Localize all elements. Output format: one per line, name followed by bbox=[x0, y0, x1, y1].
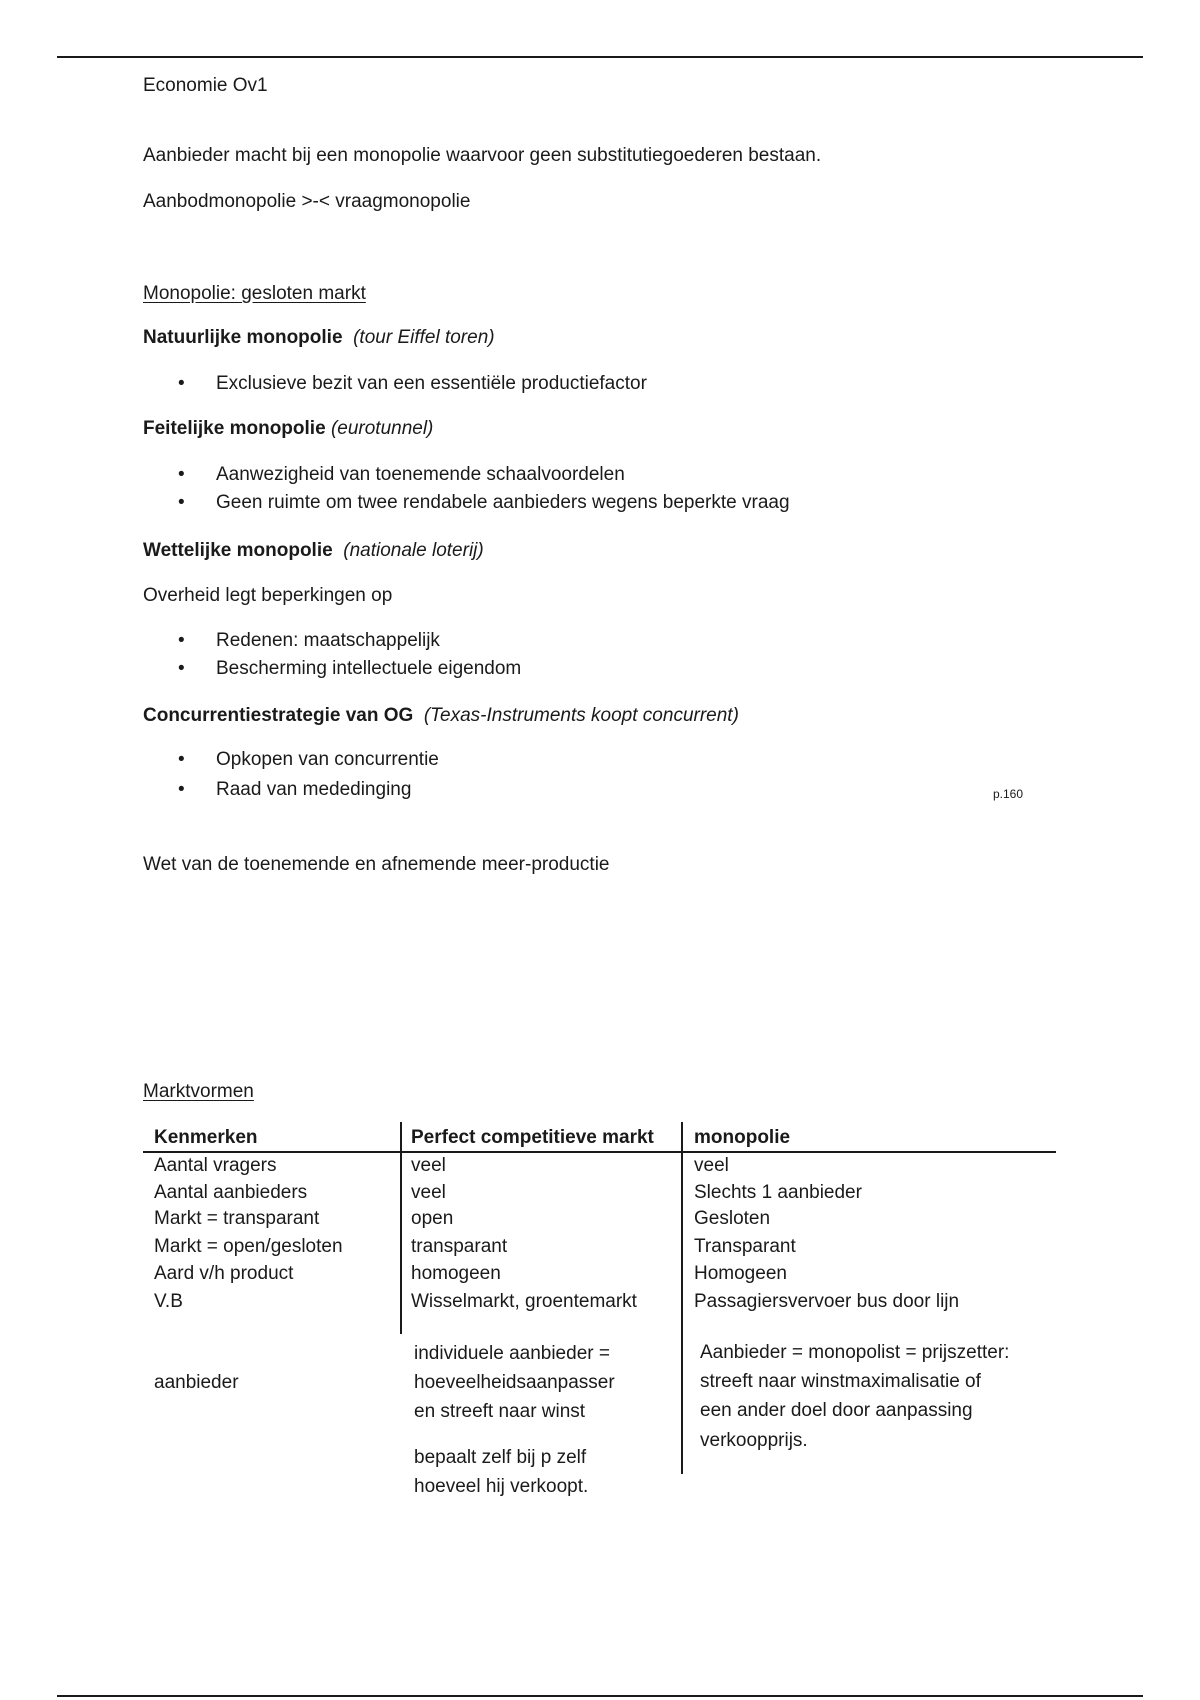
bottom-rule bbox=[57, 1695, 1143, 1697]
table-cell: Aantal vragers bbox=[154, 1155, 277, 1176]
wet-meer-productie: Wet van de toenemende en afnemende meer-productie bbox=[143, 854, 610, 875]
bullet-icon: • bbox=[178, 658, 185, 679]
page-reference: p.160 bbox=[993, 787, 1024, 801]
table-cell: Wisselmarkt, groentemarkt bbox=[411, 1291, 637, 1312]
perfect-aanbieder-line: individuele aanbieder = bbox=[414, 1343, 610, 1364]
table-cell: Passagiersvervoer bus door lijn bbox=[694, 1291, 960, 1312]
table-cell: V.B bbox=[154, 1291, 183, 1312]
feitelijke-example: (eurotunnel) bbox=[330, 418, 434, 439]
table-cell: open bbox=[411, 1208, 454, 1229]
header-perfect-competitief: Perfect competitieve markt bbox=[411, 1127, 654, 1148]
monopolie-aanbieder-line: Aanbieder = monopolist = prijszetter: bbox=[700, 1342, 1010, 1363]
natuurlijke-monopolie-line bbox=[143, 326, 495, 350]
table-cell: transparant bbox=[411, 1236, 508, 1257]
document-title: Economie Ov1 bbox=[143, 75, 268, 96]
wettelijke-text: Overheid legt beperkingen op bbox=[143, 585, 393, 606]
column-divider bbox=[681, 1122, 683, 1474]
monopolie-heading: Monopolie: gesloten markt bbox=[143, 283, 366, 304]
table-cell: Slechts 1 aanbieder bbox=[694, 1182, 862, 1203]
feitelijke-monopolie-line bbox=[143, 417, 433, 441]
natuurlijke-title: Natuurlijke monopolie bbox=[143, 327, 343, 348]
feitelijke-title: Feitelijke monopolie bbox=[143, 418, 326, 439]
table-cell: homogeen bbox=[411, 1263, 501, 1284]
header-monopolie: monopolie bbox=[694, 1127, 791, 1148]
table-cell: veel bbox=[411, 1155, 446, 1176]
table-cell: Aantal aanbieders bbox=[154, 1182, 308, 1203]
bullet-icon: • bbox=[178, 630, 185, 651]
marktvormen-heading: Marktvormen bbox=[143, 1081, 254, 1102]
bullet-icon: • bbox=[178, 492, 185, 513]
intro-line-2: Aanbodmonopolie >-< vraagmonopolie bbox=[143, 191, 471, 212]
table-cell: Aard v/h product bbox=[154, 1263, 294, 1284]
top-rule bbox=[57, 56, 1143, 58]
concurrentie-example: (Texas-Instruments koopt concurrent) bbox=[423, 705, 739, 726]
column-divider bbox=[400, 1122, 402, 1334]
monopolie-aanbieder-line: streeft naar winstmaximalisatie of bbox=[700, 1371, 981, 1392]
table-cell: Markt = open/gesloten bbox=[154, 1236, 343, 1257]
bullet-icon: • bbox=[178, 373, 185, 394]
header-kenmerken: Kenmerken bbox=[154, 1127, 258, 1148]
wettelijke-title: Wettelijke monopolie bbox=[143, 540, 333, 561]
table-cell: veel bbox=[411, 1182, 446, 1203]
table-cell: Transparant bbox=[694, 1236, 796, 1257]
bullet-icon: • bbox=[178, 749, 185, 770]
monopolie-aanbieder-line: een ander doel door aanpassing bbox=[700, 1400, 973, 1421]
concurrentie-title: Concurrentiestrategie van OG bbox=[143, 705, 414, 726]
marktvormen-table bbox=[143, 1122, 1056, 1502]
perfect-aanbieder-line: hoeveelheidsaanpasser bbox=[414, 1372, 615, 1393]
bullet-icon: • bbox=[178, 779, 185, 800]
aanbieder-label: aanbieder bbox=[154, 1372, 239, 1393]
perfect-aanbieder-line: bepaalt zelf bij p zelf bbox=[414, 1447, 587, 1468]
table-cell: Markt = transparant bbox=[154, 1208, 320, 1229]
concurrentie-line bbox=[143, 704, 739, 728]
wettelijke-example: (nationale loterij) bbox=[343, 540, 484, 561]
table-cell: veel bbox=[694, 1155, 729, 1176]
bullet-icon: • bbox=[178, 464, 185, 485]
header-rule bbox=[143, 1151, 1056, 1153]
natuurlijke-example: (tour Eiffel toren) bbox=[353, 327, 495, 348]
table-cell: Gesloten bbox=[694, 1208, 771, 1229]
perfect-aanbieder-line: en streeft naar winst bbox=[414, 1401, 586, 1422]
perfect-aanbieder-line: hoeveel hij verkoopt. bbox=[414, 1476, 589, 1497]
table-cell: Homogeen bbox=[694, 1263, 787, 1284]
wettelijke-monopolie-line bbox=[143, 539, 484, 563]
monopolie-aanbieder-line: verkoopprijs. bbox=[700, 1430, 808, 1451]
intro-line-1: Aanbieder macht bij een monopolie waarvoor geen substitutiegoederen bestaan. bbox=[143, 145, 822, 166]
